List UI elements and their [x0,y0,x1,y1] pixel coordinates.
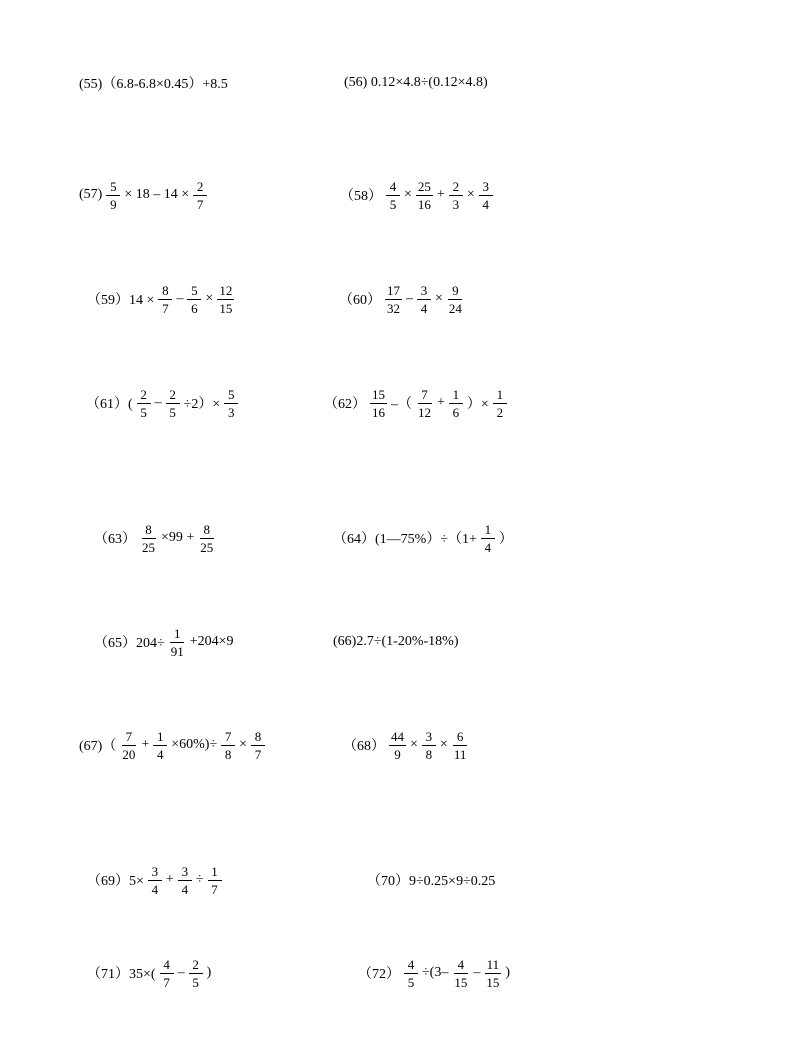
fraction [137,388,151,419]
numerator: 3 [417,284,431,300]
denominator: 7 [254,746,262,762]
problem-text: （63） [94,532,136,547]
denominator: 15 [454,974,468,990]
numerator: 2 [166,388,180,404]
problem-text: （60） [339,293,381,308]
denominator: 25 [142,539,155,555]
denominator: 9 [394,746,401,762]
numerator: 3 [178,865,192,881]
denominator: 15 [219,300,233,316]
fraction [221,730,235,761]
denominator: 3 [452,196,460,212]
problem [358,950,514,996]
numerator: 4 [386,180,400,196]
denominator: 4 [151,881,159,897]
denominator: 32 [387,300,400,316]
problem [87,276,238,322]
problem [344,60,492,106]
fraction [251,730,265,761]
problem-text: –（ [391,397,412,412]
problem-text: (56) 0.12×4.8÷(0.12×4.8) [344,75,488,90]
problem-text: – [176,291,184,306]
problem-text: （58） [340,189,382,204]
denominator: 8 [425,746,433,762]
denominator: 4 [482,196,489,212]
denominator: 3 [228,404,235,420]
problem-text: × [205,291,214,306]
denominator: 20 [122,746,136,762]
numerator: 7 [221,730,235,746]
denominator: 91 [170,643,184,659]
denominator: 4 [181,881,189,897]
problem-text: × [404,187,412,202]
fraction [370,388,387,419]
problem-text: ) [505,965,511,980]
fraction [166,388,180,419]
problem-text: × [410,737,418,752]
problem-text: + [437,395,445,410]
denominator: 24 [448,300,462,316]
denominator: 4 [420,300,428,316]
fraction [417,284,431,315]
problem-text: ) [206,965,212,980]
numerator: 8 [158,284,172,300]
numerator: 5 [224,388,238,404]
numerator: 1 [449,388,463,404]
problem [343,722,472,768]
fraction [389,730,406,761]
denominator: 5 [389,196,397,212]
denominator: 16 [372,404,385,420]
problem-text: – [154,395,162,410]
denominator: 4 [156,746,164,762]
problem [94,515,219,561]
denominator: 12 [418,404,431,420]
problem-text: + [436,187,445,202]
denominator: 4 [484,539,492,555]
denominator: 5 [407,974,415,990]
numerator: 7 [122,730,136,746]
problem [340,172,497,218]
denominator: 7 [163,974,170,990]
numerator: 2 [137,388,151,404]
numerator: 3 [479,180,493,196]
problem-text: × [435,291,443,306]
fraction [178,865,192,896]
fraction [160,958,174,989]
denominator: 7 [196,196,204,212]
problem-text: ×60%)÷ [171,737,218,752]
numerator: 9 [448,284,462,300]
fraction [217,284,234,315]
numerator: 1 [208,865,222,881]
fraction [385,284,402,315]
numerator: 1 [493,388,507,404]
problem-text: （70）9÷0.25×9÷0.25 [367,874,496,889]
problem-text: – [177,965,185,980]
fraction [449,180,463,211]
numerator: 25 [417,178,431,194]
problem-text: × [466,187,475,202]
numerator: 15 [372,386,385,402]
numerator: 7 [418,388,432,404]
problem [87,857,226,903]
problem-text: ×99 + [161,530,195,545]
problem [339,276,468,322]
numerator: 8 [142,523,156,539]
problem [79,60,232,106]
fraction [193,180,207,211]
numerator: 4 [454,958,468,974]
denominator: 5 [140,404,147,420]
numerator: 2 [449,180,463,196]
problem-text: （65）204÷ [94,636,165,651]
denominator: 15 [486,974,500,990]
fraction [148,865,162,896]
fraction [198,523,215,554]
problem [324,380,511,426]
denominator: 16 [417,196,431,212]
problem-text: (57) [79,187,103,202]
fraction [447,284,464,315]
numerator: 17 [387,282,400,298]
problem-text: （68） [343,739,385,754]
problem-text: – [406,291,413,306]
fraction [140,523,157,554]
numerator: 1 [153,730,167,746]
numerator: 5 [187,284,201,300]
fraction [416,180,433,211]
problem [94,619,237,665]
problem-text: +204×9 [189,634,234,649]
fraction [404,958,418,989]
numerator: 3 [422,730,436,746]
problem-text: ÷ [195,872,204,887]
numerator: 1 [481,523,495,539]
numerator: 3 [148,865,162,881]
problem [333,515,517,561]
problem [333,619,462,665]
fraction [416,388,433,419]
numerator: 2 [189,958,203,974]
problem-text: （64）(1—75%）÷（1+ [333,532,477,547]
problem-text: (67)（ [79,739,117,754]
problem-text: + [141,737,150,752]
fraction [189,958,203,989]
fraction [224,388,238,419]
numerator: 8 [251,730,265,746]
problem-text: ）× [466,397,489,412]
problem-text: × 18 – 14 × [124,187,190,202]
fraction [484,958,501,989]
numerator: 8 [200,523,214,539]
numerator: 44 [391,728,404,744]
denominator: 6 [452,404,460,420]
denominator: 8 [224,746,232,762]
fraction [187,284,201,315]
denominator: 25 [200,539,214,555]
numerator: 2 [193,180,207,196]
fraction [452,958,469,989]
fraction [422,730,436,761]
problem-text: ÷2）× [183,397,221,412]
problem [79,722,269,768]
numerator: 4 [404,958,418,974]
problem-text: + [165,872,174,887]
numerator: 6 [453,730,467,746]
numerator: 5 [106,180,120,196]
denominator: 5 [192,974,199,990]
denominator: 6 [191,300,198,316]
problem-text: × [239,737,248,752]
fraction [452,730,469,761]
denominator: 11 [453,746,467,762]
problem-text: – [473,965,481,980]
problem-text: (66)2.7÷(1-20%-18%) [333,634,459,649]
problem-text: ） [498,532,513,547]
problem-text: （62） [324,397,366,412]
problem-text: ÷(3– [422,965,449,980]
problem [86,380,242,426]
denominator: 2 [496,404,504,420]
problem [367,857,499,903]
fraction [153,730,167,761]
fraction [449,388,463,419]
numerator: 4 [160,958,174,974]
fraction [481,523,495,554]
denominator: 9 [110,196,117,212]
problem-text: × [439,737,448,752]
numerator: 1 [170,627,184,643]
fraction [169,627,186,658]
denominator: 7 [162,300,169,316]
fraction [158,284,172,315]
numerator: 11 [486,956,500,972]
problem-text: （59）14 × [87,293,155,308]
denominator: 5 [169,404,176,420]
fraction [479,180,493,211]
fraction [120,730,137,761]
problem [79,172,211,218]
problem [87,950,215,996]
fraction [208,865,222,896]
numerator: 12 [219,282,233,298]
problem-text: （71）35×( [87,967,156,982]
problem-text: （69）5× [87,874,144,889]
problem-text: （61）( [86,397,133,412]
denominator: 7 [211,881,218,897]
fraction [493,388,507,419]
problem-text: (55)（6.8-6.8×0.45）+8.5 [79,77,228,92]
fraction [106,180,120,211]
problem-text: （72） [358,967,400,982]
fraction [386,180,400,211]
